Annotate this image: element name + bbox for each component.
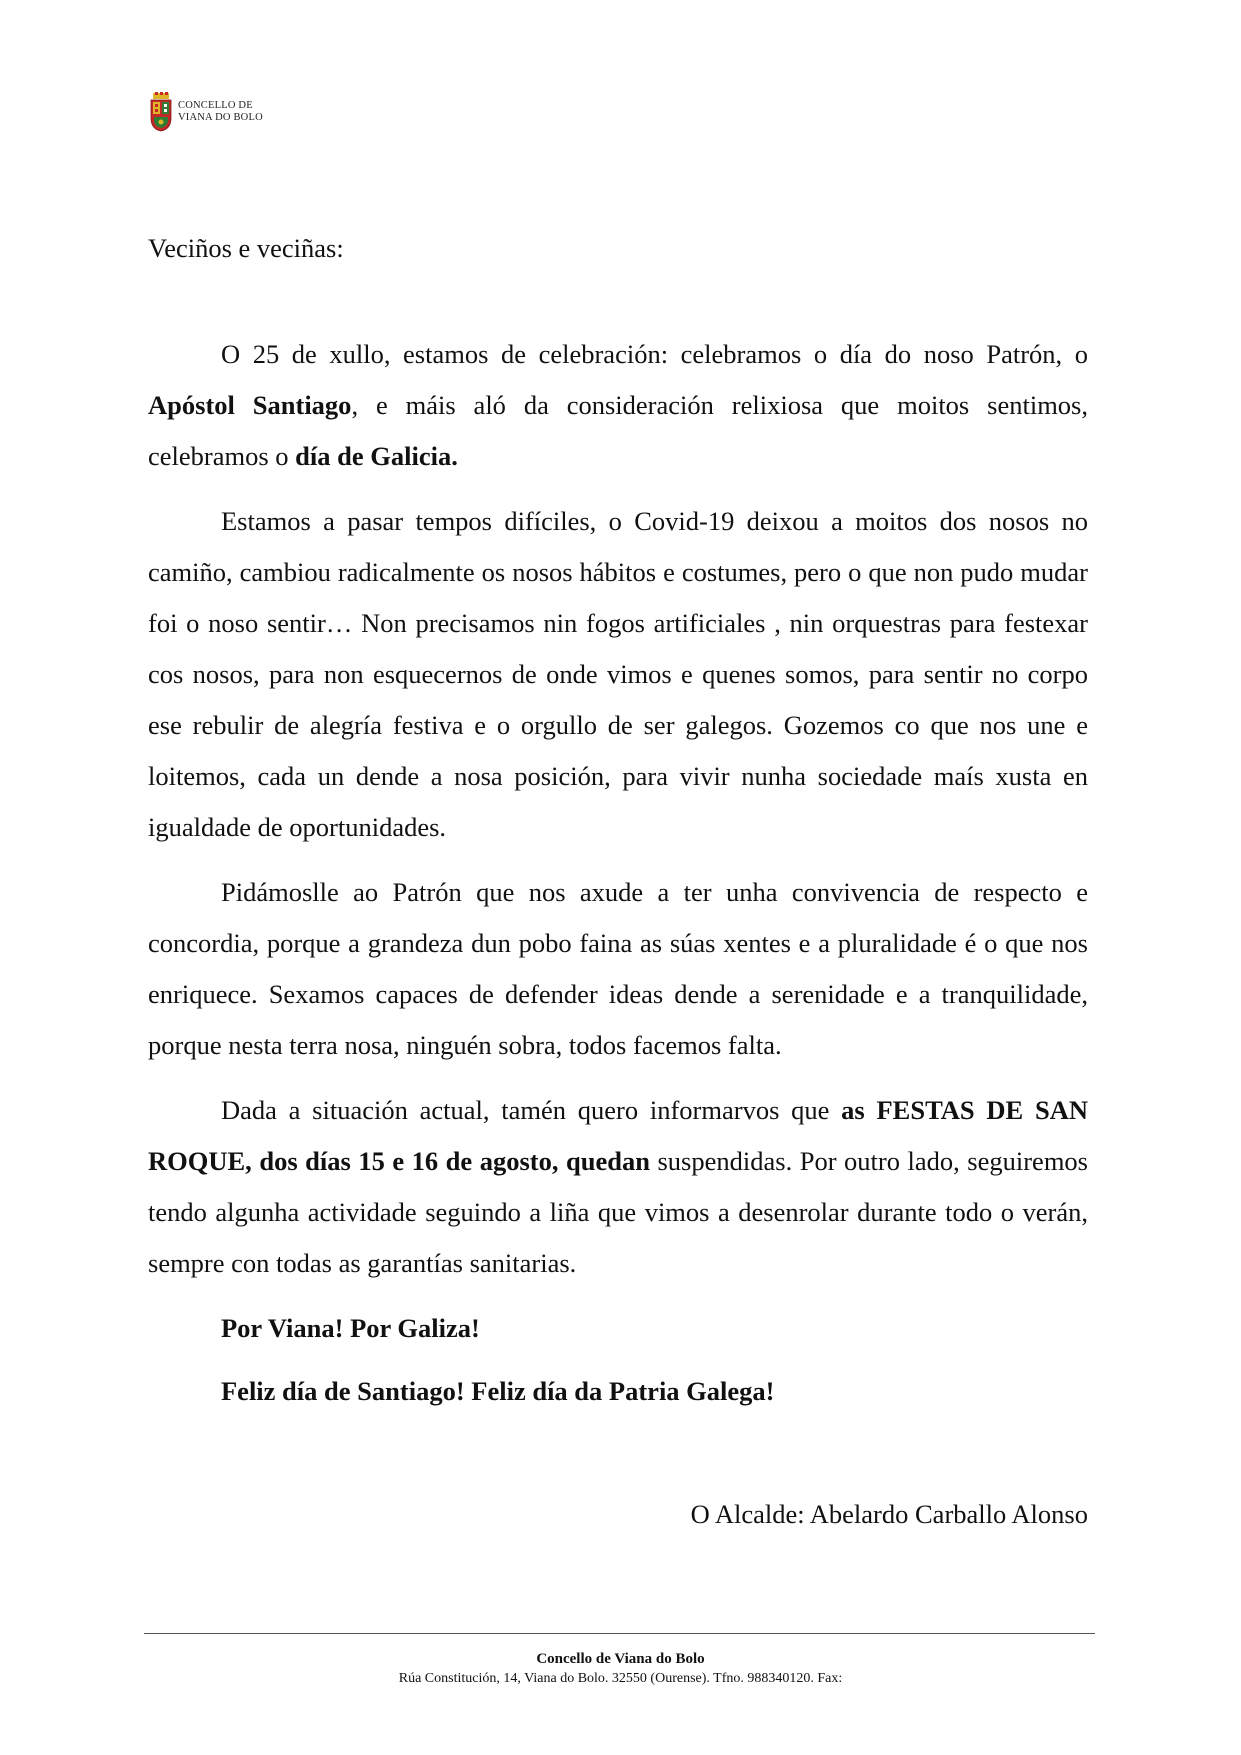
salutation: Veciños e veciñas: <box>148 233 344 263</box>
concello-logo <box>150 92 263 132</box>
closing-line-2: Feliz día de Santiago! Feliz día da Patria Galega! <box>221 1376 775 1406</box>
paragraph-1-text-c: , e máis aló da consideración relixiosa que moitos sentimos, celebramos o <box>148 390 1088 471</box>
logo-line-1: CONCELLO DE <box>178 100 253 111</box>
paragraph-3: Pidámoslle ao Patrón que nos axude a ter unha convivencia de respecto e concordia, porque a grandeza dun pobo faina as súas xentes e a pluralidade é o que nos enriquece. Sexamos capaces de defender ideas dende a serenidade e a tranquilidade, porque nesta terra nosa, ninguén sobra, todos facemos falta. <box>148 877 1088 1060</box>
signature: O Alcalde: Abelardo Carballo Alonso <box>690 1499 1088 1529</box>
paragraph-4-bold-b: as FESTAS DE SAN ROQUE, dos días 15 e 16 de agosto, quedan <box>148 1095 1088 1176</box>
paragraph-1 <box>148 329 1088 482</box>
closing-line-1: Por Viana! Por Galiza! <box>221 1313 480 1343</box>
logo-text <box>178 100 263 124</box>
paragraph-2: Estamos a pasar tempos difíciles, o Covid-19 deixou a moitos dos nosos no camiño, cambiou radicalmente os nosos hábitos e costumes, pero o que non pudo mudar foi o noso sentir… Non precisamos nin fogos artificiales , nin orquestras para festexar cos nosos, para non esquecernos de onde vimos e quenes somos, para sentir no corpo ese rebulir de alegría festiva e o orgullo de ser galegos. Gozemos co que nos une e loitemos, cada un dende a nosa posición, para vivir nunha sociedade maís xusta en igualdade de oportunidades. <box>148 506 1088 842</box>
letter-body <box>148 225 1088 1540</box>
logo-line-2: VIANA DO BOLO <box>178 112 263 123</box>
paragraph-4-text-a: Dada a situación actual, tamén quero informarvos que <box>221 1095 842 1125</box>
paragraph-1-bold-d: día de Galicia. <box>295 441 458 471</box>
paragraph-4 <box>148 1085 1088 1289</box>
footer-address: Rúa Constitución, 14, Viana do Bolo. 32550 (Ourense). Tfno. 988340120. Fax: <box>398 1671 843 1686</box>
paragraph-1-text-a: O 25 de xullo, estamos de celebración: celebramos o día do noso Patrón, o <box>221 339 1088 369</box>
paragraph-1-bold-b: Apóstol Santiago <box>148 390 352 420</box>
paragraph-4-text-c: suspendidas. Por outro lado, seguiremos tendo algunha actividade seguindo a liña que vimos a desenrolar durante todo o verán, sempre con todas as garantías sanitarias. <box>148 1146 1088 1278</box>
coat-of-arms-icon <box>150 92 172 132</box>
footer-divider <box>144 1633 1095 1634</box>
footer-organization: Concello de Viana do Bolo <box>536 1651 705 1667</box>
